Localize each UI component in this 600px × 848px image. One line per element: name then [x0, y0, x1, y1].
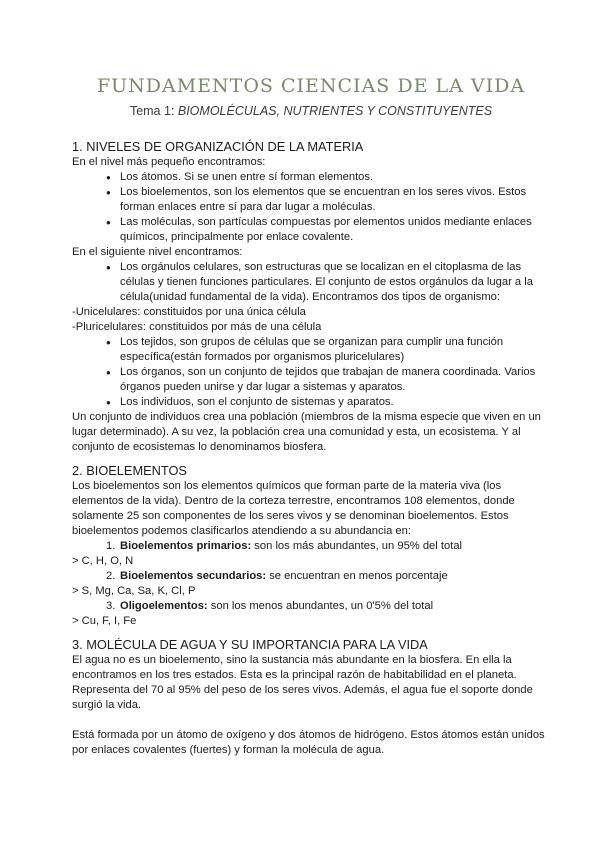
- list-item: [106, 539, 550, 554]
- section-2-heading: 2. BIOELEMENTOS: [72, 463, 187, 478]
- section-3-heading: 3. MOLÉCULA DE AGUA Y SU IMPORTANCIA PARA LA VIDA: [72, 637, 428, 652]
- item-number: 2.: [106, 570, 116, 582]
- item-text: se encuentran en menos porcentaje: [266, 570, 448, 582]
- section-3-paragraph-2: Está formada por un átomo de oxígeno y dos átomos de hidrógeno. Estos átomos están unidos por enlaces covalentes (fuertes) y forman la molécula de agua.: [72, 729, 545, 756]
- list-item: ● Los órganos, son un conjunto de tejidos que trabajan de manera coordinada. Varios órganos pueden unirse y dar lugar a sistemas y aparatos.: [106, 365, 550, 395]
- section-3-paragraph-1: El agua no es un bioelemento, sino la sustancia más abundante en la biosfera. En ella la encontramos en los tres estados. Esta es la principal razón de habitabilidad en el planeta. Representa del 70 al 95% del peso de los seres vivos. Además, el agua fue el soporte donde surgió la vida.: [72, 654, 533, 711]
- list-item: ● Los individuos, son el conjunto de sistemas y aparatos.: [106, 395, 550, 410]
- subtitle-prefix: Tema 1:: [129, 104, 178, 118]
- item-number: 3.: [106, 600, 116, 612]
- list-item: ● Los átomos. Si se unen entre sí forman elementos.: [106, 170, 550, 185]
- list-item: ● Las moléculas, son partículas compuestas por elementos unidos mediante enlaces químicos, principalmente por enlace covalente.: [106, 215, 550, 245]
- pluricellular-line: -Pluricelulares: constituidos por más de una célula: [72, 321, 322, 333]
- list-item: [106, 569, 550, 584]
- section-1-list-2: [72, 260, 550, 305]
- secondary-examples: > S, Mg, Ca, Sa, K, Cl, P: [72, 585, 196, 597]
- list-item: [106, 599, 550, 614]
- bioelement-list-3: [72, 599, 550, 614]
- bioelement-list-2: [72, 569, 550, 584]
- list-item: ● Los orgánulos celulares, son estructuras que se localizan en el citoplasma de las células y tienen funciones particulares. El conjunto de estos orgánulos da lugar a la célula(unidad fundamental de la vida). Encontramos dos tipos de organismo:: [106, 260, 550, 305]
- section-2-intro: Los bioelementos son los elementos químicos que forman parte de la materia viva (los elementos de la vida). Dentro de la corteza terrestre, encontramos 108 elementos, donde solamente 25 son componentes de los seres vivos y se denominan bioelementos. Estos bioelementos podemos clasificarlos atendiendo a su abundancia en:: [72, 480, 515, 537]
- section-1-intro-1: En el nivel más pequeño encontramos:: [72, 156, 266, 168]
- list-item: ● Los bioelementos, son los elementos que se encuentran en los seres vivos. Estos forman enlaces entre sí para dar lugar a moléculas.: [106, 185, 550, 215]
- item-number: 1.: [106, 540, 116, 552]
- section-1-list-1: [72, 170, 550, 245]
- item-text: son los menos abundantes, un 0'5% del total: [207, 600, 434, 612]
- bioelement-list-1: [72, 539, 550, 554]
- item-term: Oligoelementos:: [120, 600, 208, 612]
- section-1-list-3: [72, 335, 550, 410]
- list-item: ● Los tejidos, son grupos de células que se organizan para cumplir una función específica(están formados por organismos pluricelulares): [106, 335, 550, 365]
- subtitle-topic: BIOMOLÉCULAS, NUTRIENTES Y CONSTITUYENTES: [177, 104, 493, 118]
- item-term: Bioelementos secundarios:: [120, 570, 267, 582]
- unicellular-line: -Unicelulares: constituidos por una única célula: [72, 306, 306, 318]
- oligoelement-examples: > Cu, F, I, Fe: [72, 615, 137, 627]
- document-title: FUNDAMENTOS CIENCIAS DE LA VIDA: [96, 75, 526, 97]
- section-1-intro-2: En el siguiente nivel encontramos:: [72, 246, 243, 258]
- section-1-closing: Un conjunto de individuos crea una población (miembros de la misma especie que viven en un lugar determinado). A su vez, la población crea una comunidad y esta, un ecosistema. Y al conjunto de ecosistemas lo denominamos biosfera.: [72, 411, 541, 453]
- primary-examples: > C, H, O, N: [72, 555, 134, 567]
- document-subtitle: [72, 102, 550, 120]
- item-term: Bioelementos primarios:: [120, 540, 252, 552]
- section-1-heading: 1. NIVELES DE ORGANIZACIÓN DE LA MATERIA: [72, 139, 364, 154]
- item-text: son los más abundantes, un 95% del total: [251, 540, 463, 552]
